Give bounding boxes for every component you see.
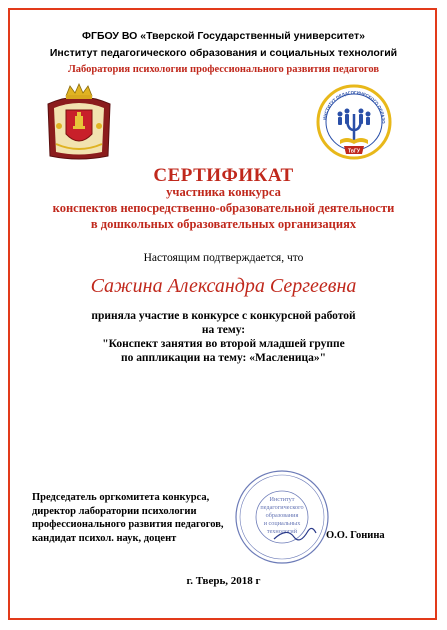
certificate-subtitle-line3: в дошкольных образовательных организациях — [90, 217, 357, 231]
coat-of-arms-icon — [42, 82, 116, 162]
svg-text:Институт: Институт — [269, 496, 295, 503]
certificate-subtitle-line1: участника конкурса — [166, 185, 281, 199]
participant-name: Сажина Александра Сергеевна — [90, 275, 357, 297]
signature-block — [32, 491, 224, 545]
participation-line2: на тему: — [201, 324, 246, 336]
svg-text:и социальных: и социальных — [263, 520, 301, 527]
signer-name: О.О. Гонина — [326, 530, 385, 541]
signature-line3: профессионального развития педагогов, — [32, 519, 224, 530]
certificate-title: СЕРТИФИКАТ — [153, 165, 294, 186]
svg-text:технологий: технологий — [266, 528, 298, 535]
signature-line2: директор лаборатории психологии — [32, 505, 197, 517]
signature-line4: кандидат психол. наук, доцент — [32, 532, 177, 544]
logo-arc-text: ИНСТИТУТ ПЕДАГОГИЧЕСКОГО ОБРАЗО — [322, 89, 387, 124]
header-institute: Институт педагогического образования и социальных технологий — [49, 47, 398, 59]
confirm-text: Настоящим подтверждается, что — [143, 252, 304, 264]
work-title-line2: по аппликации на тему: «Масленица»" — [120, 352, 327, 364]
university-logo-icon — [316, 84, 392, 160]
work-title-line1: "Конспект занятия во второй младшей группе — [102, 338, 345, 350]
logo-label: ТвГУ — [348, 148, 360, 155]
header-university: ФГБОУ ВО «Тверской Государственный университет» — [82, 30, 365, 42]
header-laboratory: Лаборатория психологии профессионального развития педагогов — [67, 64, 379, 75]
city-year: г. Тверь, 2018 г — [186, 575, 261, 587]
certificate-subtitle-line2: конспектов непосредственно-образовательной деятельности — [52, 201, 395, 215]
svg-text:образования: образования — [265, 512, 299, 519]
official-stamp-icon — [232, 467, 332, 567]
signature-line1: Председатель оргкомитета конкурса, — [32, 492, 210, 503]
participation-line1: приняла участие в конкурсе с конкурсной работой — [91, 310, 356, 322]
svg-text:педагогического: педагогического — [260, 504, 304, 511]
